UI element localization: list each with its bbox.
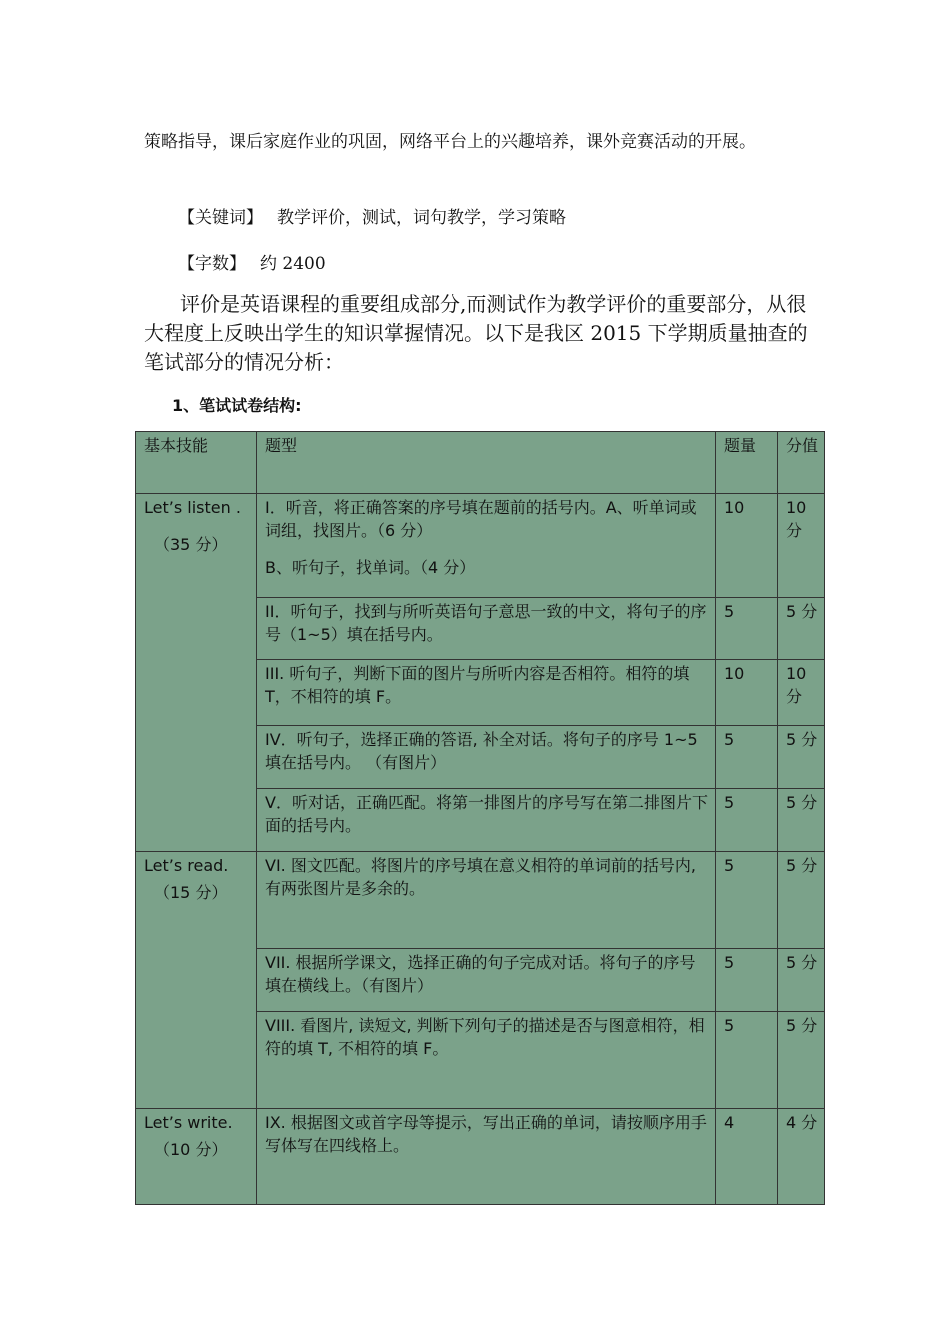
header-cell: 题量 xyxy=(716,432,778,494)
word-count-line xyxy=(178,249,326,274)
skill-cell xyxy=(136,494,257,852)
points-cell: 4 分 xyxy=(778,1109,825,1205)
question-count-cell: 10 xyxy=(716,494,778,598)
question-type-cell: VIII. 看图片, 读短文, 判断下列句子的描述是否与图意相符，相符的填 T, 不相符的填 F。 xyxy=(257,1012,716,1109)
question-count-cell: 5 xyxy=(716,1012,778,1109)
question-type-cell: IV．听句子，选择正确的答语, 补全对话。将句子的序号 1~5 填在括号内。 （有图片） xyxy=(257,726,716,789)
skill-score: （35 分） xyxy=(154,535,228,554)
table-header-row xyxy=(136,432,825,494)
question-count-cell: 5 xyxy=(716,852,778,949)
word-count-label: 【字数】 xyxy=(178,254,246,274)
table-row xyxy=(136,852,825,949)
intro-paragraph: 策略指导，课后家庭作业的巩固，网络平台上的兴趣培养，课外竞赛活动的开展。 xyxy=(144,132,756,152)
question-type-cell: VI. 图文匹配。将图片的序号填在意义相符的单词前的括号内, 有两张图片是多余的。 xyxy=(257,852,716,949)
points-cell: 10 分 xyxy=(778,494,825,598)
question-type-cell: V．听对话，正确匹配。将第一排图片的序号写在第二排图片下面的括号内。 xyxy=(257,789,716,852)
skill-name: Let’s read. xyxy=(144,856,229,875)
question-type-cell: IX. 根据图文或首字母等提示，写出正确的单词，请按顺序用手写体写在四线格上。 xyxy=(257,1109,716,1205)
points-cell: 5 分 xyxy=(778,852,825,949)
exam-structure-table xyxy=(135,431,825,1205)
points-cell: 5 分 xyxy=(778,789,825,852)
keywords-label: 【关键词】 xyxy=(178,208,263,228)
question-type-cell xyxy=(257,494,716,598)
question-count-cell: 5 xyxy=(716,789,778,852)
word-count-value: 约 2400 xyxy=(260,254,326,274)
question-count-cell: 5 xyxy=(716,598,778,660)
skill-score: （15 分） xyxy=(154,883,228,902)
skill-score: （10 分） xyxy=(154,1140,228,1159)
keywords-line xyxy=(178,203,566,228)
header-cell: 分值 xyxy=(778,432,825,494)
points-cell: 5 分 xyxy=(778,1012,825,1109)
question-count-cell: 10 xyxy=(716,660,778,726)
question-type-extra: B、听句子，找单词。（4 分） xyxy=(265,558,476,577)
question-count-cell: 5 xyxy=(716,726,778,789)
skill-name: Let’s write. xyxy=(144,1113,233,1132)
points-cell: 5 分 xyxy=(778,949,825,1012)
body-paragraph: 评价是英语课程的重要组成部分,而测试作为教学评价的重要部分，从很大程度上反映出学生的知识掌握情况。以下是我区 2015 下学期质量抽查的笔试部分的情况分析： xyxy=(144,292,808,374)
keywords-value: 教学评价，测试，词句教学，学习策略 xyxy=(277,208,566,228)
table-row xyxy=(136,494,825,598)
question-count-cell: 5 xyxy=(716,949,778,1012)
question-count-cell: 4 xyxy=(716,1109,778,1205)
points-cell: 5 分 xyxy=(778,726,825,789)
question-type-cell: VII. 根据所学课文，选择正确的句子完成对话。将句子的序号填在横线上。（有图片） xyxy=(257,949,716,1012)
skill-cell xyxy=(136,1109,257,1205)
points-cell: 5 分 xyxy=(778,598,825,660)
table-row xyxy=(136,1109,825,1205)
skill-name: Let’s listen . xyxy=(144,498,241,517)
section-title: 1、笔试试卷结构: xyxy=(172,396,302,415)
question-type-cell: II．听句子，找到与所听英语句子意思一致的中文，将句子的序号（1~5）填在括号内。 xyxy=(257,598,716,660)
header-cell: 基本技能 xyxy=(136,432,257,494)
header-cell: 题型 xyxy=(257,432,716,494)
question-type-cell: III. 听句子，判断下面的图片与所听内容是否相符。相符的填 T，不相符的填 F。 xyxy=(257,660,716,726)
points-cell: 10 分 xyxy=(778,660,825,726)
question-type-text: I．听音，将正确答案的序号填在题前的括号内。A、听单词或词组，找图片。（6 分） xyxy=(265,498,697,540)
skill-cell xyxy=(136,852,257,1109)
